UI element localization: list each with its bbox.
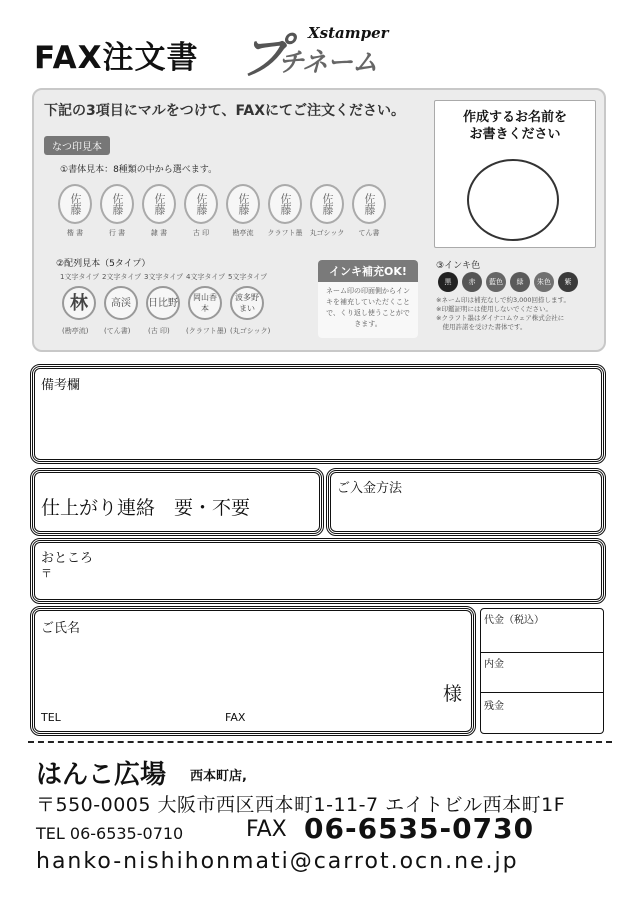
payment-method-field[interactable] xyxy=(328,470,604,534)
font-label: 楷 書 xyxy=(66,229,84,237)
cut-line xyxy=(28,741,612,743)
font-label: 行 書 xyxy=(108,229,126,237)
layout-sample[interactable]: 日比野 xyxy=(146,286,180,320)
font-sample[interactable]: 佐藤 xyxy=(268,184,302,224)
finish-contact-label: 仕上がり連絡 要・不要 xyxy=(41,497,251,519)
ink-color-vermilion[interactable]: 朱色 xyxy=(534,272,554,292)
font-sample[interactable]: 佐藤 xyxy=(352,184,386,224)
font-sample[interactable]: 佐藤 xyxy=(100,184,134,224)
remarks-field[interactable] xyxy=(32,366,604,462)
font-sample[interactable]: 佐藤 xyxy=(226,184,260,224)
name-entry-box xyxy=(434,100,596,248)
layout-label: (古 印) xyxy=(148,327,170,335)
name-entry-title xyxy=(435,109,595,143)
font-sample[interactable]: 佐藤 xyxy=(310,184,344,224)
name-entry-title-line2: お書きください xyxy=(469,127,561,142)
instruction-text: 下記の3項目にマルをつけて、FAXにてご注文ください。 xyxy=(44,103,406,119)
address-label: おところ xyxy=(41,551,94,566)
ink-color-purple[interactable]: 紫 xyxy=(558,272,578,292)
postal-mark: 〒 xyxy=(41,567,52,580)
type-label: 3文字タイプ xyxy=(144,273,184,281)
layout-section-title: ②配列見本（5タイプ） xyxy=(56,259,151,269)
customer-name-field[interactable] xyxy=(32,608,474,734)
font-label: 古 印 xyxy=(192,229,210,237)
logo-p-glyph: プ xyxy=(240,29,289,85)
ink-notes xyxy=(436,296,606,332)
cod-amount-label: 代金（税込） xyxy=(484,615,544,626)
ink-section-title: ③インキ色 xyxy=(436,261,481,271)
ink-color-indigo[interactable]: 藍色 xyxy=(486,272,506,292)
type-label: 2文字タイプ xyxy=(102,273,142,281)
layout-sample[interactable]: 岡山香本 xyxy=(188,286,222,320)
note-line: ※印鑑証明には使用しないでください。 xyxy=(436,305,552,313)
font-label: 隷 書 xyxy=(150,229,168,237)
font-label: てん書 xyxy=(358,229,380,237)
type-label: 5文字タイプ xyxy=(228,273,268,281)
customer-name-label: ご氏名 xyxy=(41,621,81,636)
layout-sample[interactable]: 高渓 xyxy=(104,286,138,320)
shop-email: hanko-nishihonmati@carrot.ocn.ne.jp xyxy=(36,849,519,874)
cod-amount-cell[interactable] xyxy=(481,609,603,653)
shop-name: はんこ広場 xyxy=(36,760,167,790)
font-label: クラフト墨 xyxy=(267,229,303,237)
address-field[interactable] xyxy=(32,540,604,602)
remarks-label: 備考欄 xyxy=(41,378,81,393)
layout-label: (クラフト墨) xyxy=(186,327,227,335)
layout-sample[interactable]: 波多野まい xyxy=(230,286,264,320)
ink-color-green[interactable]: 緑 xyxy=(510,272,530,292)
refill-text: ネーム印の印面側からインキを補充していただくことで、くり返し使うことができます。 xyxy=(326,287,410,328)
font-label: 丸ゴシック xyxy=(309,229,345,237)
name-entry-circle[interactable] xyxy=(467,159,559,241)
name-entry-title-line1: 作成するお名前を xyxy=(462,110,567,125)
logo-sub: Xstamper xyxy=(308,24,389,42)
font-label: 勘亭流 xyxy=(232,229,254,237)
finish-contact-field[interactable] xyxy=(32,470,322,534)
deposit-cell[interactable] xyxy=(481,653,603,693)
shop-branch: 西本町店, xyxy=(190,769,247,784)
ink-color-black[interactable]: 黒 xyxy=(438,272,458,292)
tel-label: TEL xyxy=(41,711,61,724)
layout-label: (てん書) xyxy=(104,327,131,335)
fax-label: FAX xyxy=(225,711,246,724)
font-section-title: ①書体見本：8種類の中から選べます。 xyxy=(60,165,218,175)
refill-title: インキ補充OK! xyxy=(318,260,418,282)
shop-address: 〒550-0005 大阪市西区西本町1-11-7 エイトビル西本町1F xyxy=(36,794,566,816)
note-line: ※ネーム印は補充なしで約3,000回捺します。 xyxy=(436,296,571,304)
brand-logo xyxy=(240,16,390,85)
ink-color-red[interactable]: 赤 xyxy=(462,272,482,292)
sample-pill: なつ印見本 xyxy=(44,136,110,155)
layout-sample[interactable]: 林 xyxy=(62,286,96,320)
font-sample[interactable]: 佐藤 xyxy=(58,184,92,224)
note-line: ※クラフト墨はダイナコムウェア株式会社に xyxy=(436,314,565,322)
shop-fax-number: 06-6535-0730 xyxy=(304,812,535,845)
ink-refill-box xyxy=(318,260,418,338)
balance-cell[interactable] xyxy=(481,693,603,733)
page-title: FAX注文書 xyxy=(34,40,199,76)
payment-amount-table xyxy=(480,608,604,734)
layout-label: (勘亭流) xyxy=(62,327,89,335)
font-sample[interactable]: 佐藤 xyxy=(184,184,218,224)
deposit-label: 内金 xyxy=(484,659,504,670)
balance-label: 残金 xyxy=(484,701,504,712)
logo-main: チネーム xyxy=(278,48,377,78)
type-label: 4文字タイプ xyxy=(186,273,226,281)
shop-fax-label: FAX xyxy=(246,817,287,842)
order-guide-panel xyxy=(32,88,606,352)
note-line: 使用許諾を受けた書体です。 xyxy=(436,323,527,331)
layout-label: (丸ゴシック) xyxy=(230,327,271,335)
type-label: 1文字タイプ xyxy=(60,273,100,281)
honorific-label: 様 xyxy=(443,683,463,705)
payment-method-label: ご入金方法 xyxy=(337,481,403,496)
shop-tel: TEL 06-6535-0710 xyxy=(36,824,184,843)
font-sample[interactable]: 佐藤 xyxy=(142,184,176,224)
